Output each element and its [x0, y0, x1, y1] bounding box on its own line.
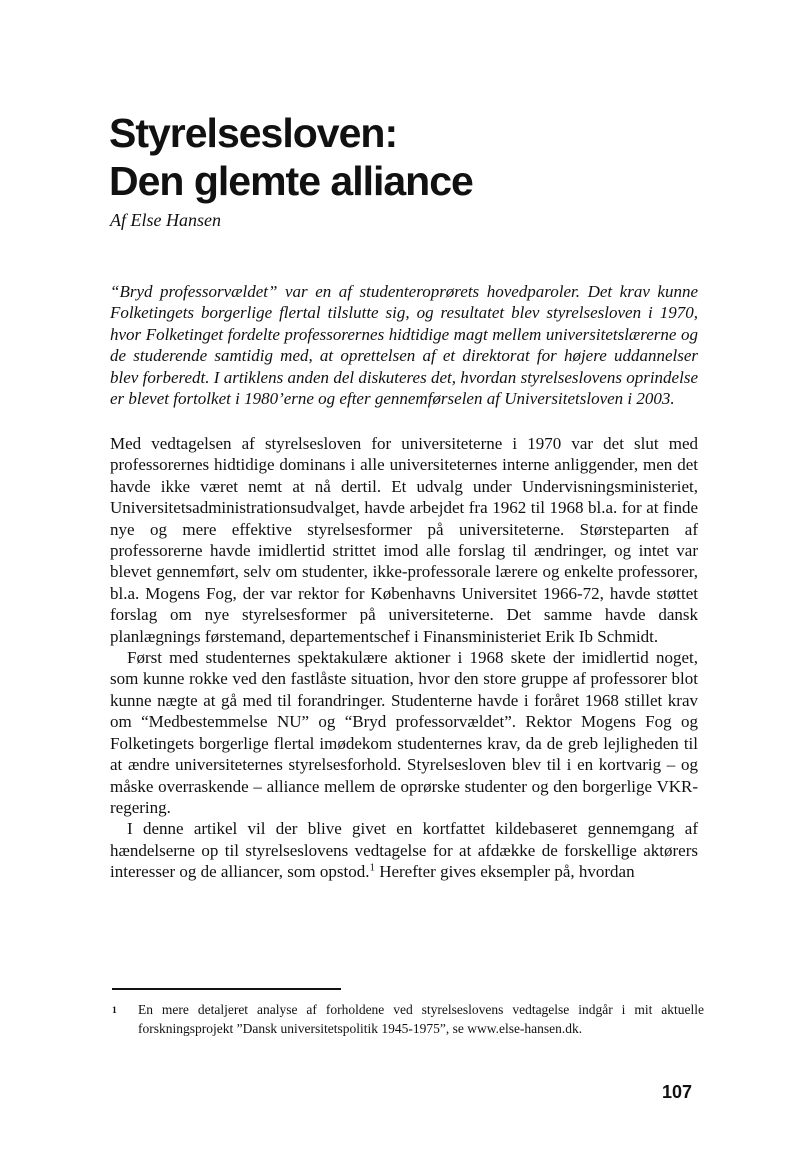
footnote-reference-1: 1: [369, 861, 375, 874]
article-abstract: “Bryd professorvældet” var en af studenteroprørets hovedparoler. Det krav kunne Folketingets borgerlige flertal tilslutte sig, og resultatet blev styrelsesloven i 1970, hvor Folketinget fordelte professorernes hidtidige magt mellem universitetslærerne og de studerende samtidig med, at oprettelsen af et direktorat for højere uddannelser blev forberedt. I artiklens anden del diskuteres det, hvordan styrelseslovens oprindelse er blevet fortolket i 1980’erne og efter gennemførselen af Universitetsloven i 2003.: [110, 282, 698, 409]
footnote-1: [112, 1001, 704, 1038]
footnote-separator-rule: [112, 988, 341, 990]
article-title-line-2: Den glemte alliance: [109, 158, 473, 205]
article-body: [110, 433, 698, 883]
page-number: 107: [661, 1082, 692, 1102]
article-title: [109, 109, 473, 205]
article-title-line-1: Styrelsesloven:: [109, 110, 398, 157]
footnote-1-text: En mere detaljeret analyse af forholdene ved styrelseslovens vedtagelse indgår i mit aktuelle forskningsprojekt ”Dansk universitetspolitik 1945-1975”, se www.else-hansen.dk.: [138, 1002, 704, 1036]
body-paragraph-1: Med vedtagelsen af styrelsesloven for universiteterne i 1970 var det slut med professorernes hidtidige dominans i alle universiteternes interne anliggender, men det havde ikke været nemt at nå dertil. Et udvalg under Undervisningsministeriet, Universitetsadministrationsudvalget, havde arbejdet fra 1962 til 1968 bl.a. for at finde nye og mere effektive styrelsesformer på universiteterne. Størsteparten af professorerne havde imidlertid strittet imod alle forslag til ændringer, og intet var blevet gennemført, selv om studenter, ikke-professorale lærere og enkelte professorer, bl.a. Mogens Fog, der var rektor for Københavns Universitet 1966-72, havde støttet forslag om nye styrelsesformer på universiteterne. Det samme havde dansk planlægnings førstemand, departementschef i Finansministeriet Erik Ib Schmidt.: [110, 434, 698, 646]
body-paragraph-3: [110, 818, 698, 882]
body-paragraph-2: Først med studenternes spektakulære aktioner i 1968 skete der imidlertid noget, som kunne rokke ved den fastlåste situation, hvor den store gruppe af professorer blot kunne nægte at gå med til forandringer. Studenterne havde i foråret 1968 stillet krav om “Medbestemmelse NU” og “Bryd professorvældet”. Rektor Mogens Fog og Folketingets borgerlige flertal imødekom studenternes krav, da de greb lejligheden til at ændre universiteternes styrelsesforhold. Styrelsesloven blev til i en kortvarig – og måske overraskende – alliance mellem de oprørske studenter og den borgerlige VKR-regering.: [110, 648, 698, 817]
body-paragraph-3-continuation: Herefter gives eksempler på, hvordan: [374, 862, 635, 882]
footnote-1-marker: 1: [112, 1006, 117, 1016]
article-byline: Af Else Hansen: [110, 210, 221, 230]
body-paragraph-3-text: I denne artikel vil der blive givet en kortfattet kildebaseret gennemgang af hændelserne op til styrelseslovens vedtagelse for at afdække de forskellige aktørers interesser og de alliancer, som opstod.: [110, 819, 698, 882]
